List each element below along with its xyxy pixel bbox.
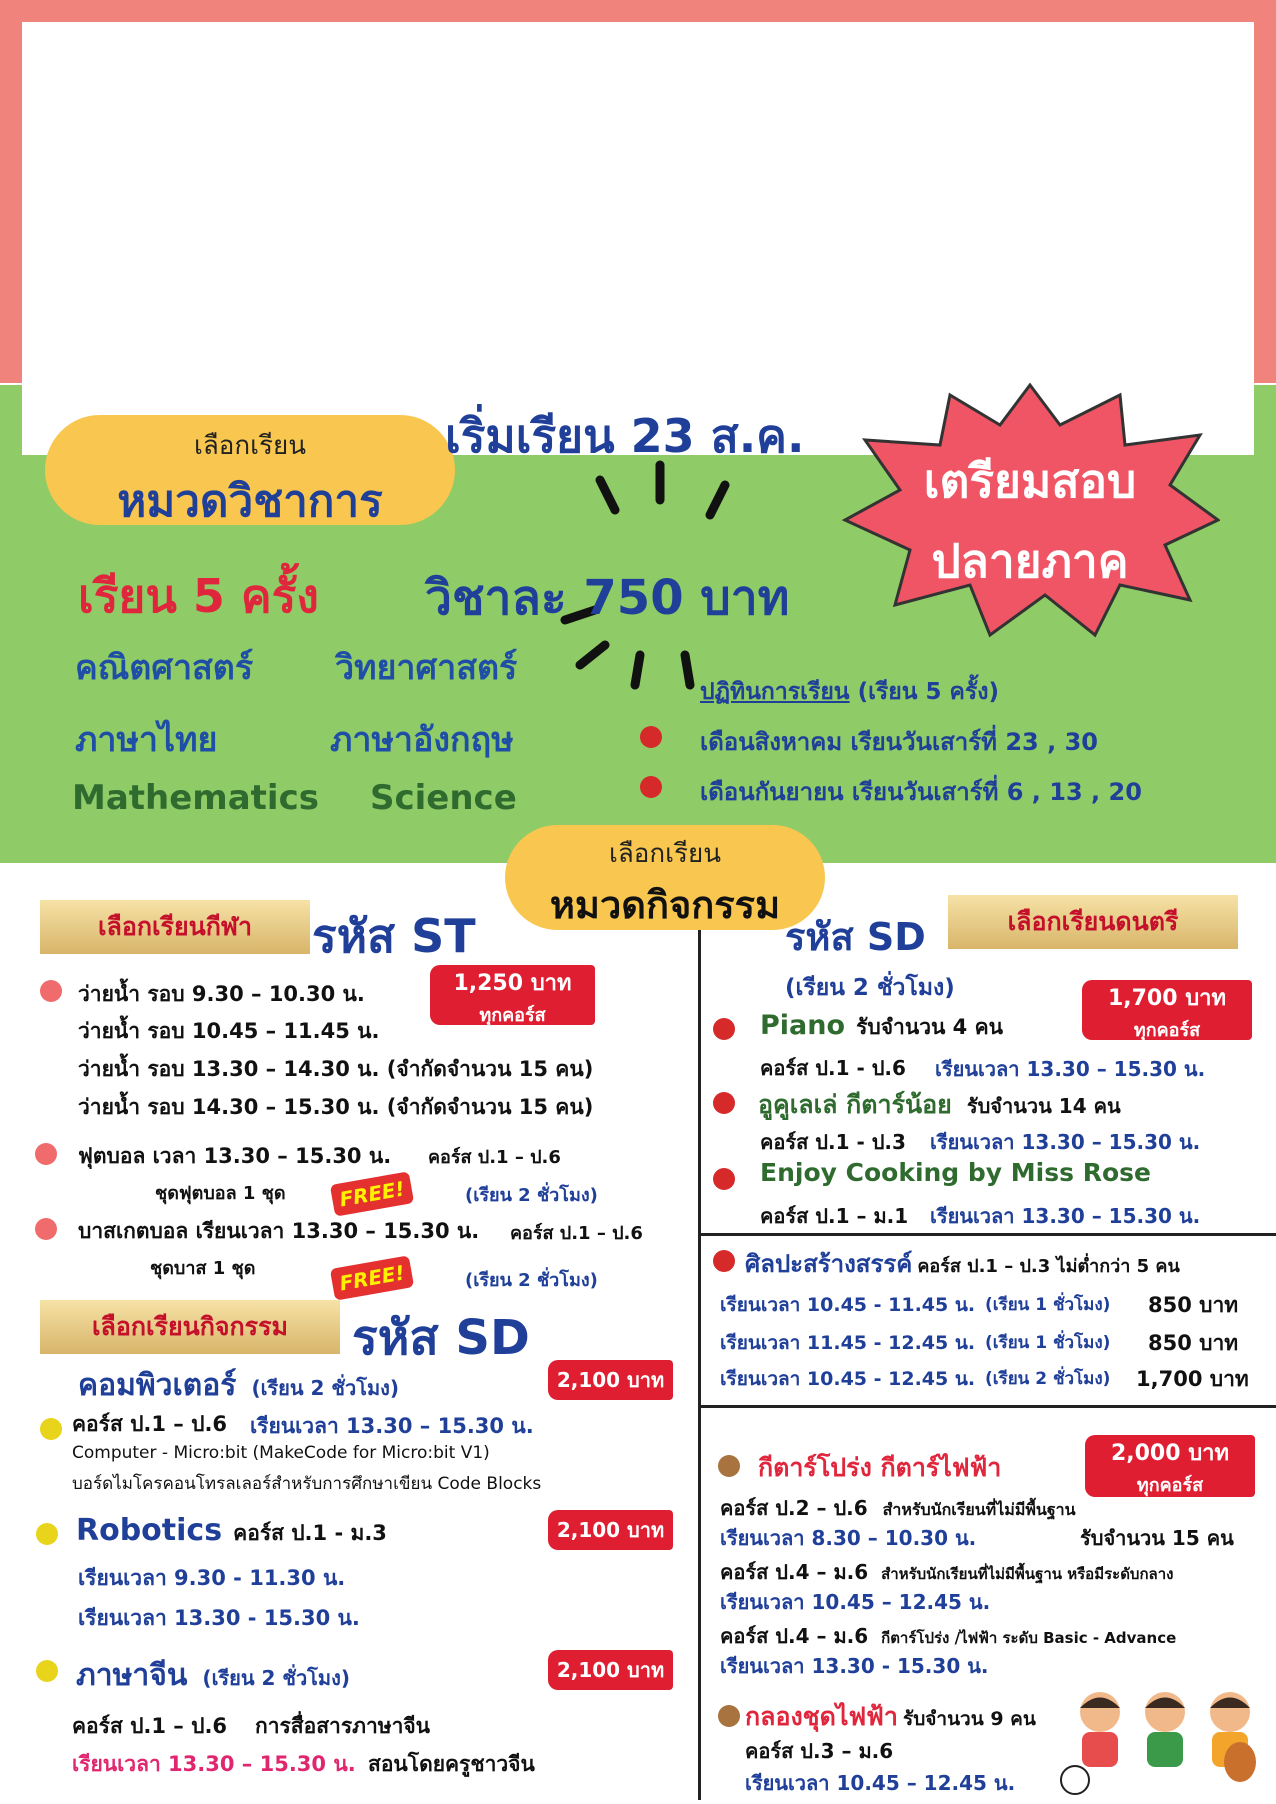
guitar-time-1: เรียนเวลา 8.30 – 10.30 น. [720,1526,977,1550]
calendar-bullet [640,726,662,748]
subject-math-th: คณิตศาสตร์ [75,648,254,688]
activity-category: หมวดกิจกรรม [549,883,781,927]
basketball-course: คอร์ส ป.1 – ป.6 [510,1223,643,1244]
ukulele-title-row [758,1085,1121,1125]
art-time: เรียนเวลา 11.45 - 12.45 น. [720,1332,976,1354]
piano-time: เรียนเวลา 13.30 – 15.30 น. [935,1057,1206,1081]
kids-illustration [1060,1682,1270,1797]
subject-math-en: Mathematics [72,778,319,818]
art-price: 850 บาท [1148,1331,1239,1355]
football-kit: ชุดฟุตบอล 1 ชุด [155,1183,286,1204]
computer-desc2: บอร์ดไมโครคอนโทรลเลอร์สำหรับการศึกษาเขียน Code Blocks [72,1474,542,1494]
sports-bullet [40,980,62,1002]
chinese-bullet [36,1660,58,1682]
calendar-title-row [700,674,999,710]
calendar-note: (เรียน 5 ครั้ง) [857,679,999,705]
computer-title-row [78,1362,399,1409]
free-badge: FREE! [330,1255,414,1300]
swim-round-3: ว่ายน้ำ รอบ 13.30 – 14.30 น. (จำกัดจำนวน 15 คน) [78,1057,594,1081]
sports-price-tag [430,965,595,1025]
art-title-row [745,1244,1180,1283]
drums-cap: รับจำนวน 9 คน [903,1708,1036,1730]
drums-course: คอร์ส ป.3 – ม.6 [745,1739,894,1763]
activity-banner: เลือกเรียนกิจกรรม [40,1300,340,1354]
robotics-title: Robotics [76,1513,223,1548]
cooking-bullet [713,1168,735,1190]
football-course: คอร์ส ป.1 – ป.6 [428,1147,561,1168]
chinese-time: เรียนเวลา 13.30 – 15.30 น. [72,1752,356,1776]
piano-bullet [713,1018,735,1040]
calendar-bullet [640,776,662,798]
robotics-course: คอร์ส ป.1 - ม.3 [233,1521,387,1545]
guitar-course-3-note: กีตาร์โปร่ง /ไฟฟ้า ระดับ Basic - Advance [881,1629,1177,1647]
calendar-item-sep: เดือนกันยายน เรียนวันเสาร์ที่ 6 , 13 , 20 [700,778,1142,806]
chinese-price-tag: 2,100 บาท [548,1650,673,1690]
computer-time: เรียนเวลา 13.30 – 15.30 น. [250,1414,534,1438]
computer-price-tag: 2,100 บาท [548,1360,673,1400]
guitar-course-1 [720,1492,1076,1524]
art-time: เรียนเวลา 10.45 - 11.45 น. [720,1294,976,1316]
price-amount: 1,250 บาท [453,971,572,996]
drums-title-row [745,1697,1036,1737]
cooking-title: Enjoy Cooking by Miss Rose [760,1158,1151,1187]
subject-science-en: Science [370,778,517,818]
guitar-title: กีตาร์โปร่ง กีตาร์ไฟฟ้า [758,1453,1002,1482]
price-amount: 2,000 บาท [1110,1441,1230,1466]
choose-label: เลือกเรียน [608,839,722,869]
computer-bullet [40,1418,62,1440]
academic-category: หมวดวิชาการ [117,476,383,527]
chinese-teacher: สอนโดยครูชาวจีน [368,1752,535,1776]
swim-round-2: ว่ายน้ำ รอบ 10.45 – 11.45 น. [78,1019,380,1043]
drums-bullet [718,1705,740,1727]
piano-title: Piano [760,1010,846,1041]
robotics-price-tag: 2,100 บาท [548,1510,673,1550]
piano-cap: รับจำนวน 4 คน [856,1015,1003,1039]
art-price: 1,700 บาท [1136,1367,1249,1391]
robotics-bullet [36,1523,58,1545]
swim-round-4: ว่ายน้ำ รอบ 14.30 – 15.30 น. (จำกัดจำนวน 15 คน) [78,1095,594,1119]
academic-category-pill [45,415,455,525]
activity-code: รหัส SD [352,1310,530,1366]
music-banner: เลือกเรียนดนตรี [948,895,1238,949]
drums-title: กลองชุดไฟฟ้า [745,1702,898,1731]
free-badge: FREE! [330,1171,414,1216]
guitar-course-2-note: สำหรับนักเรียนที่ไม่มีพื้นฐาน หรือมีระดับกลาง [881,1565,1174,1583]
music-code: รหัส SD [785,915,926,959]
computer-hours: (เรียน 2 ชั่วโมง) [251,1376,400,1400]
price-note: ทุกคอร์ส [1136,1475,1204,1496]
guitar-course-1-note: สำหรับนักเรียนที่ไม่มีพื้นฐาน [882,1500,1076,1519]
football-hours: (เรียน 2 ชั่วโมง) [465,1185,598,1206]
cooking-time: เรียนเวลา 13.30 – 15.30 น. [930,1204,1201,1228]
music-price-tag [1082,980,1252,1040]
exam-prep-line2: ปลายภาค [931,534,1129,588]
chinese-title: ภาษาจีน [76,1658,188,1693]
guitar-bullet [718,1455,740,1477]
ukulele-course: คอร์ส ป.1 - ป.3 [760,1130,906,1154]
price-note: ทุกคอร์ส [1133,1020,1201,1041]
ukulele-cap: รับจำนวน 14 คน [966,1094,1121,1118]
guitar-course-2-label: คอร์ส ป.4 – ม.6 [720,1560,869,1584]
guitar-time-3: เรียนเวลา 13.30 - 15.30 น. [720,1654,989,1678]
subject-science-th: วิทยาศาสตร์ [335,648,518,688]
music-hours: (เรียน 2 ชั่วโมง) [785,975,955,1001]
ukulele-title: อูคูเลเล่ กีตาร์น้อย [758,1090,952,1119]
football-time: ฟุตบอล เวลา 13.30 – 15.30 น. [78,1144,392,1168]
cooking-course: คอร์ส ป.1 – ม.1 [760,1204,909,1228]
row-divider [700,1233,1276,1236]
price-amount: 1,700 บาท [1107,986,1227,1011]
guitar-time-2: เรียนเวลา 10.45 – 12.45 น. [720,1590,991,1614]
exam-prep-line1: เตรียมสอบ [923,454,1137,508]
calendar-item-aug: เดือนสิงหาคม เรียนวันเสาร์ที่ 23 , 30 [700,728,1098,756]
choose-label: เลือกเรียน [193,431,307,461]
start-date: เริ่มเรียน 23 ส.ค. [445,409,805,463]
robotics-title-row [76,1513,387,1550]
art-hours: (เรียน 2 ชั่วโมง) [985,1369,1111,1389]
sports-banner: เลือกเรียนกีฬา [40,900,310,954]
art-price: 850 บาท [1148,1293,1239,1317]
robotics-time1: เรียนเวลา 9.30 - 11.30 น. [78,1566,346,1590]
row-divider [700,1405,1276,1408]
ukulele-time: เรียนเวลา 13.30 – 15.30 น. [930,1130,1201,1154]
art-bullet [713,1250,735,1272]
computer-title: คอมพิวเตอร์ [78,1368,237,1403]
swim-round-1: ว่ายน้ำ รอบ 9.30 – 10.30 น. [78,982,365,1006]
chinese-desc: การสื่อสารภาษาจีน [255,1714,431,1738]
chinese-hours: (เรียน 2 ชั่วโมง) [202,1666,351,1690]
guitar-course-2 [720,1556,1173,1588]
sports-code: รหัส ST [312,909,476,963]
piano-title-row [760,1010,1003,1044]
art-hours: (เรียน 1 ชั่วโมง) [985,1295,1111,1315]
chinese-course: คอร์ส ป.1 – ป.6 [72,1714,228,1738]
calendar-title: ปฏิทินการเรียน [700,679,850,705]
basketball-kit: ชุดบาส 1 ชุด [150,1258,256,1279]
subject-thai: ภาษาไทย [75,720,218,760]
guitar-price-tag [1085,1435,1255,1497]
robotics-time2: เรียนเวลา 13.30 - 15.30 น. [78,1606,360,1630]
guitar-course-3 [720,1620,1176,1652]
chinese-title-row [76,1652,350,1699]
subject-price: วิชาละ 750 บาท [425,570,790,626]
column-divider [698,930,701,1800]
activity-category-pill [505,825,825,930]
computer-desc1: Computer - Micro:bit (MakeCode for Micro:bit V1) [72,1443,490,1463]
guitar-capacity: รับจำนวน 15 คน [1080,1526,1234,1550]
ukulele-bullet [713,1092,735,1114]
basketball-bullet [35,1218,57,1240]
art-hours: (เรียน 1 ชั่วโมง) [985,1333,1111,1353]
guitar-course-3-label: คอร์ส ป.4 – ม.6 [720,1624,869,1648]
subject-english: ภาษาอังกฤษ [330,720,514,760]
football-bullet [35,1143,57,1165]
sessions-count: เรียน 5 ครั้ง [78,569,319,623]
computer-course: คอร์ส ป.1 – ป.6 [72,1412,228,1436]
basketball-hours: (เรียน 2 ชั่วโมง) [465,1270,598,1291]
art-course: คอร์ส ป.1 – ป.3 ไม่ต่ำกว่า 5 คน [917,1256,1180,1277]
art-title: ศิลปะสร้างสรรค์ [745,1250,913,1278]
basketball-time: บาสเกตบอล เรียนเวลา 13.30 – 15.30 น. [78,1219,480,1243]
drums-time: เรียนเวลา 10.45 – 12.45 น. [745,1771,1016,1795]
guitar-course-1-label: คอร์ส ป.2 – ป.6 [720,1496,868,1520]
piano-course: คอร์ส ป.1 - ป.6 [760,1056,906,1080]
art-time: เรียนเวลา 10.45 - 12.45 น. [720,1368,976,1390]
price-note: ทุกคอร์ส [479,1005,546,1026]
